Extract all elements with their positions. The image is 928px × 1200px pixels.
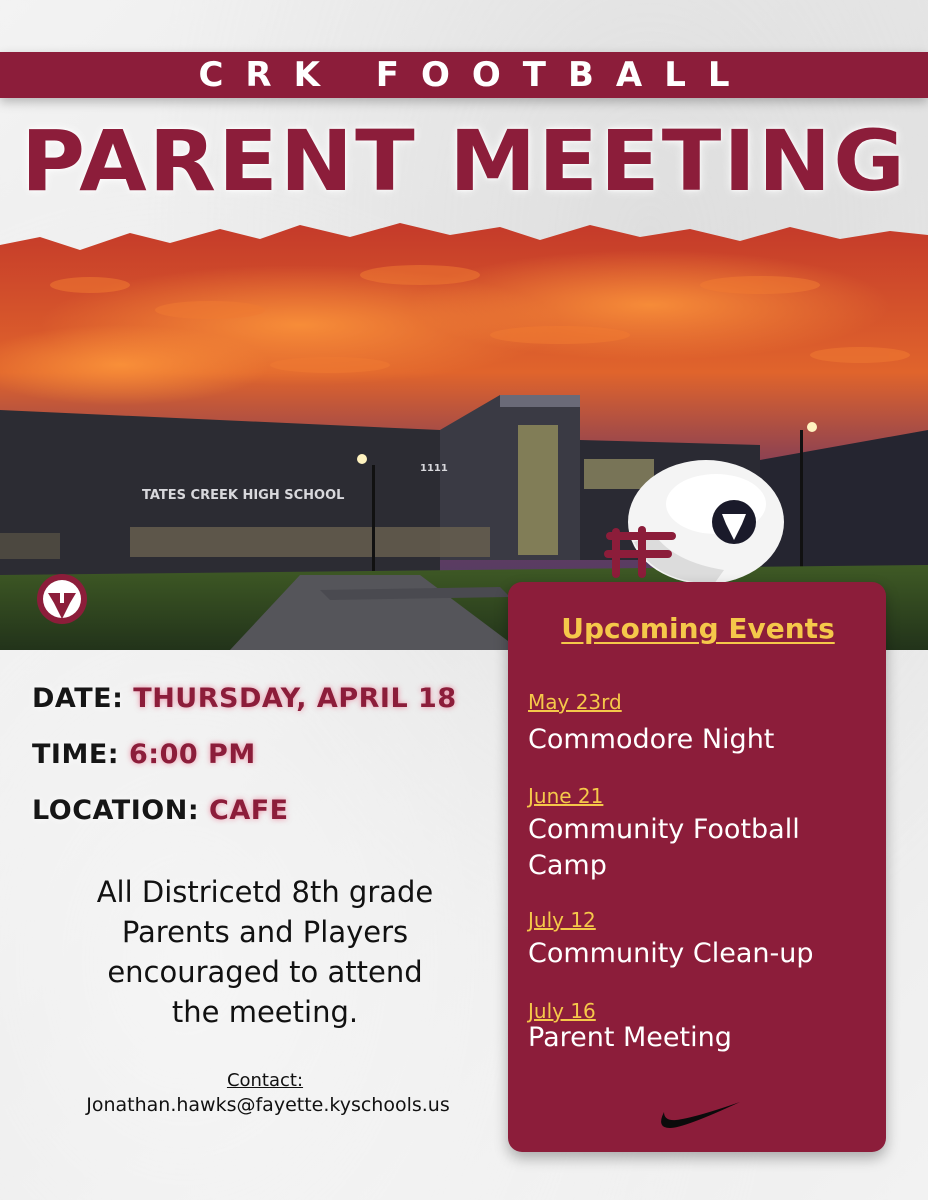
time-line: [32, 739, 256, 770]
time-value: 6:00 PM: [128, 739, 256, 770]
event-date: May 23rd: [528, 690, 622, 714]
address-sign: 1111: [420, 463, 448, 474]
location-value: CAFE: [209, 795, 289, 826]
event-name: Commodore Night: [528, 724, 775, 755]
contact-label: Contact:: [226, 1070, 304, 1091]
contact-email-link[interactable]: Jonathan.hawks@fayette.kyschools.us: [86, 1094, 450, 1116]
time-label: TIME:: [32, 739, 120, 770]
invitation-text: [30, 872, 500, 1032]
invitation-line: the meeting.: [171, 995, 359, 1029]
page-title: PARENT MEETING: [20, 112, 907, 210]
invitation-line: All Districetd 8th grade: [96, 875, 434, 909]
nike-swoosh-icon: [654, 1094, 744, 1134]
location-line: [32, 795, 289, 826]
date-label: DATE:: [32, 683, 124, 714]
event-name: Community Clean-up: [528, 938, 814, 969]
school-logo-icon: [37, 574, 87, 624]
banner-title: CRK FOOTBALL: [198, 55, 752, 95]
invitation-line: Parents and Players: [121, 915, 409, 949]
invitation-line: encouraged to attend: [107, 955, 423, 989]
date-value: THURSDAY, APRIL 18: [133, 683, 457, 714]
location-label: LOCATION:: [32, 795, 200, 826]
upcoming-events-title: Upcoming Events: [561, 612, 835, 645]
event-date: June 21: [528, 784, 604, 808]
event-date: July 12: [528, 908, 596, 932]
event-date: July 16: [528, 999, 596, 1023]
event-name: Parent Meeting: [528, 1022, 732, 1053]
football-helmet-icon: [594, 452, 794, 597]
date-line: [32, 683, 457, 714]
event-name: Community Football Camp: [528, 814, 800, 881]
building-sign: TATES CREEK HIGH SCHOOL: [142, 488, 345, 503]
